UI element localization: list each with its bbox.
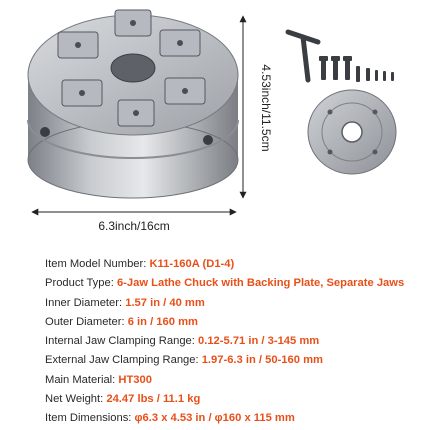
spec-value: 6 in / 160 mm bbox=[127, 315, 198, 328]
spec-external-range bbox=[45, 351, 430, 370]
spec-product-type bbox=[45, 274, 430, 293]
spec-label: Main Material: bbox=[45, 373, 119, 386]
spec-label: Product Type: bbox=[45, 277, 117, 290]
spec-label: Inner Diameter: bbox=[45, 296, 126, 309]
spec-outer-diameter bbox=[45, 313, 430, 332]
backing-plate-image bbox=[308, 90, 396, 174]
spec-label: Outer Diameter: bbox=[45, 315, 128, 328]
spec-label: Internal Jaw Clamping Range: bbox=[45, 335, 198, 348]
spec-value: 1.57 in / 40 mm bbox=[125, 296, 205, 309]
spec-model bbox=[45, 255, 430, 274]
chuck-key-image bbox=[288, 32, 318, 80]
lathe-chuck-image bbox=[28, 10, 238, 198]
spec-list bbox=[45, 255, 430, 429]
spec-value: 0.12-5.71 in / 3-145 mm bbox=[197, 335, 320, 348]
mounting-bolts-image bbox=[319, 56, 394, 82]
height-dimension bbox=[243, 16, 273, 198]
height-label: 4.53inch/11.5cm bbox=[259, 64, 273, 152]
spec-value: K11-160A (D1-4) bbox=[149, 258, 235, 270]
spec-net-weight bbox=[45, 390, 430, 409]
width-label: 6.3inch/16cm bbox=[98, 219, 170, 233]
spec-value: 6-Jaw Lathe Chuck with Backing Plate, Separate Jaws bbox=[116, 277, 405, 290]
spec-material bbox=[45, 371, 430, 390]
spec-value: φ6.3 x 4.53 in / φ160 x 115 mm bbox=[134, 412, 295, 425]
spec-label: Net Weight: bbox=[45, 393, 107, 406]
spec-value: HT300 bbox=[118, 373, 152, 386]
spec-dimensions bbox=[45, 409, 430, 428]
spec-label: External Jaw Clamping Range: bbox=[45, 354, 202, 367]
spec-label: Item Model Number: bbox=[45, 258, 150, 270]
spec-value: 24.47 lbs / 11.1 kg bbox=[106, 393, 201, 406]
spec-value: 1.97-6.3 in / 50-160 mm bbox=[201, 354, 323, 367]
width-dimension bbox=[32, 212, 236, 233]
spec-inner-diameter bbox=[45, 294, 430, 313]
spec-internal-range bbox=[45, 332, 430, 351]
spec-label: Item Dimensions: bbox=[45, 412, 135, 425]
